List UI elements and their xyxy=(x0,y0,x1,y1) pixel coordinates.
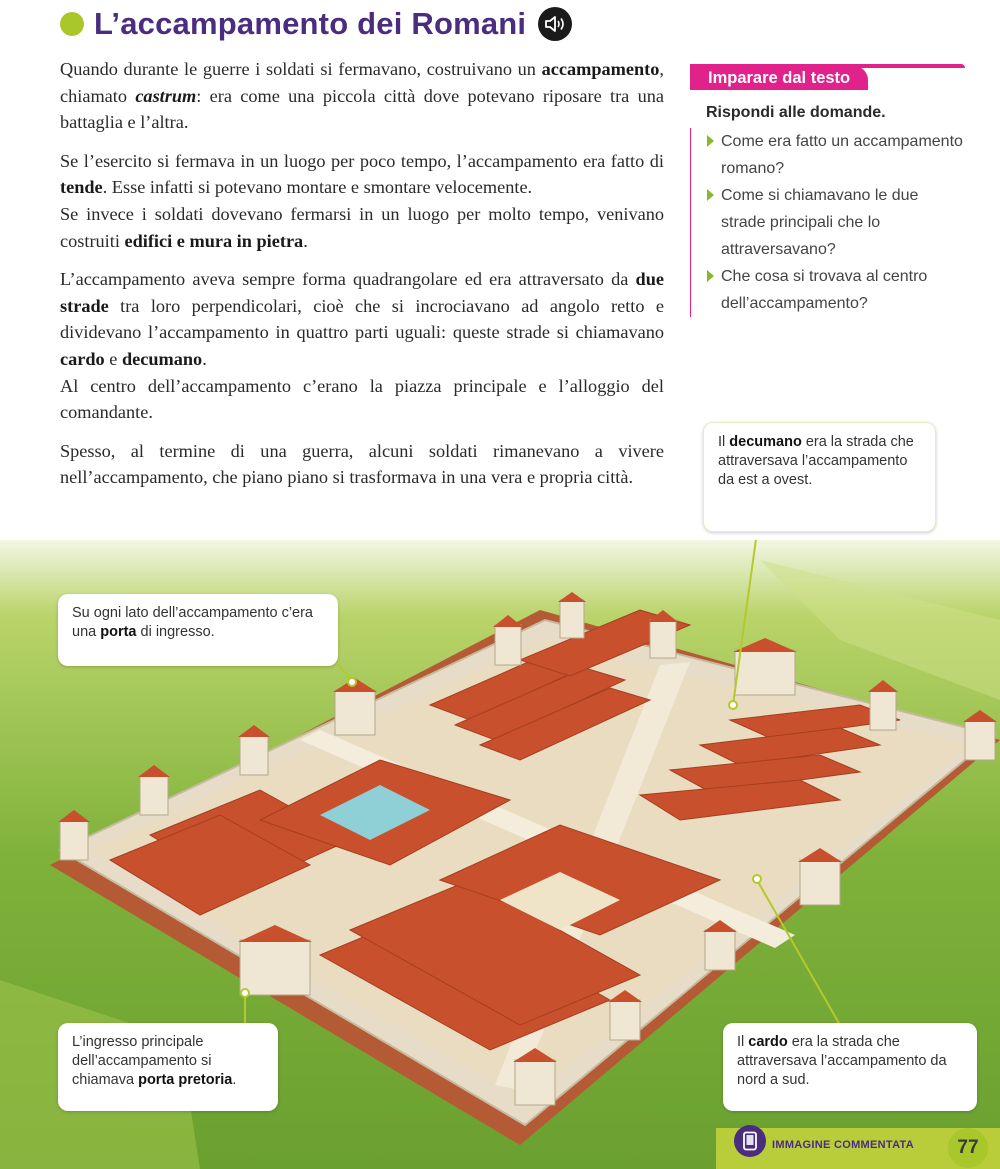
triangle-bullet-icon xyxy=(707,135,714,147)
aside-subtitle: Rispondi alle domande. xyxy=(706,104,886,121)
page-number: 77 xyxy=(948,1128,988,1168)
paragraph-6: Spesso, al termine di una guerra, alcuni soldati rimanevano a vivere nell’accampamento, che piano piano si trasformava in una vera e propria città. xyxy=(60,440,664,488)
paragraph-1: Quando durante le guerre i soldati si fermavano, costruivano un accampamento, chiamato castrum: era come una piccola città dove potevano riposare tra una battaglia e l’altra. xyxy=(60,59,664,133)
question-item: Che cosa si trovava al centro dell’accampamento? xyxy=(707,263,965,317)
footer-label: IMMAGINE COMMENTATA xyxy=(772,1139,914,1151)
page-title: L’accampamento dei Romani xyxy=(94,6,527,41)
callout-decumano: Il decumano era la strada che attraversava l’accampamento da est a ovest. xyxy=(703,422,936,532)
triangle-bullet-icon xyxy=(707,270,714,282)
triangle-bullet-icon xyxy=(707,189,714,201)
paragraph-5: Al centro dell’accampamento c’erano la piazza principale e l’alloggio del comandante. xyxy=(60,375,664,423)
question-item: Come era fatto un accampamento romano? xyxy=(707,128,965,182)
main-text xyxy=(60,56,664,503)
aside-tab-label: Imparare dal testo xyxy=(690,66,868,90)
question-list xyxy=(690,128,965,317)
speaker-icon[interactable] xyxy=(538,7,572,41)
aside-header xyxy=(690,60,965,88)
callout-cardo: Il cardo era la strada che attraversava l’accampamento da nord a sud. xyxy=(723,1023,977,1111)
question-item: Come si chiamavano le due strade principali che lo attraversavano? xyxy=(707,182,965,263)
paragraph-3: Se invece i soldati dovevano fermarsi in un luogo per molto tempo, venivano costruiti edifici e mura in pietra. xyxy=(60,203,664,251)
callout-porta-pretoria: L’ingresso principale dell’accampamento si chiamava porta pretoria. xyxy=(58,1023,278,1111)
title-bullet-dot xyxy=(60,12,84,36)
title-row xyxy=(60,4,572,44)
tablet-icon[interactable] xyxy=(734,1125,766,1157)
paragraph-4: L’accampamento aveva sempre forma quadrangolare ed era attraversato da due strade tra loro perpendicolari, cioè che si incrociavano ad angolo retto e dividevano l’accampamento in quattro parti uguali: queste strade si chiamavano cardo e decumano. xyxy=(60,269,664,369)
learn-from-text-box xyxy=(690,60,965,317)
callout-porta: Su ogni lato dell’accampamento c’era una porta di ingresso. xyxy=(58,594,338,666)
paragraph-2: Se l’esercito si fermava in un luogo per poco tempo, l’accampamento era fatto di tende. Esse infatti si potevano montare e smontare velocemente. xyxy=(60,150,664,198)
